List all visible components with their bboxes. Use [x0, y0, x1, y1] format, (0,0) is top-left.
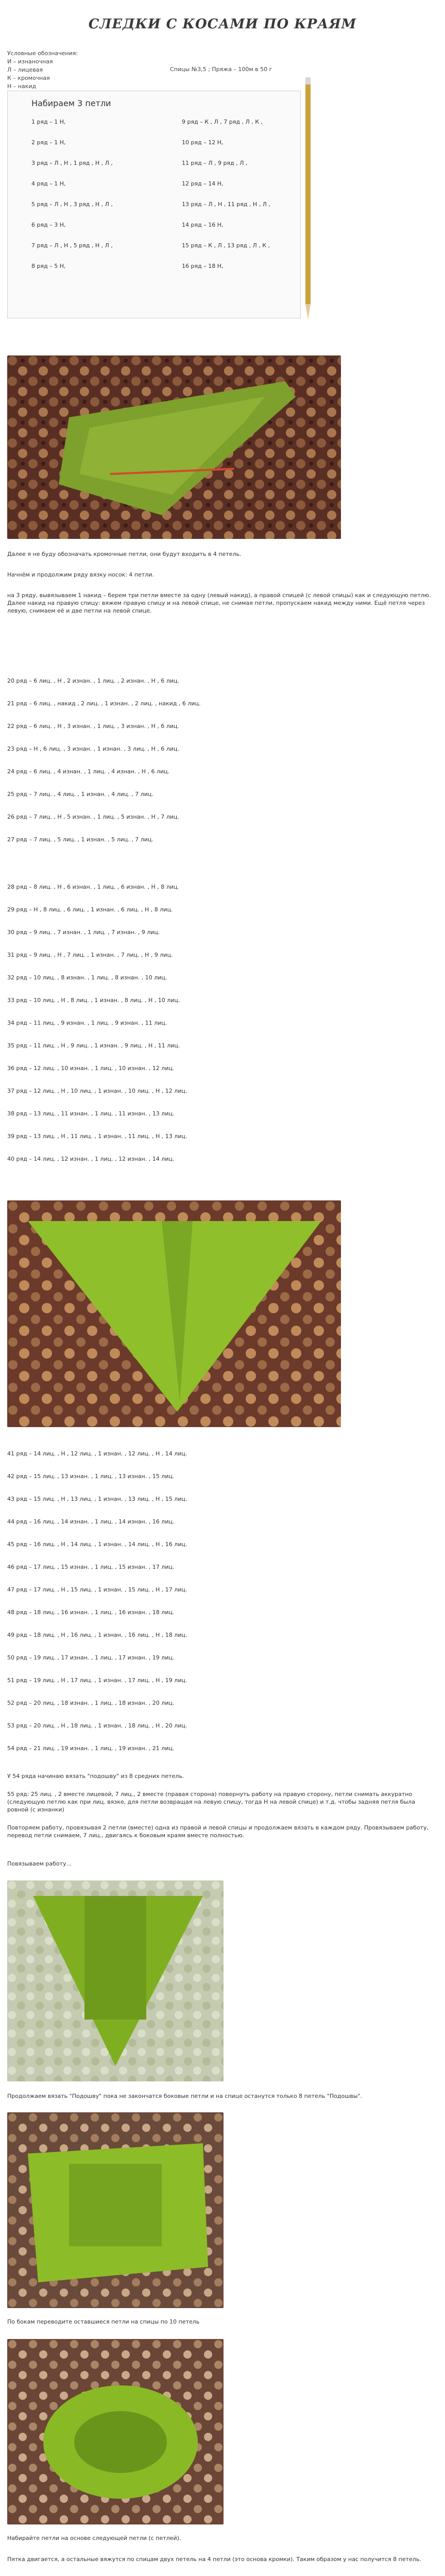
table-row: 5 ряд – Л , Н , 3 ряд , Н , Л , [31, 201, 113, 208]
row-item: 24 ряд – 6 лиц. , 4 изнан. , 1 лиц. , 4 изнан. , Н , 6 лиц. [7, 768, 170, 775]
table-row: 16 ряд – 18 Н, [182, 263, 224, 269]
row-item: 33 ряд – 10 лиц. , Н , 8 лиц. , 1 изнан. , 8 лиц. , Н , 10 лиц. [7, 997, 180, 1004]
photo-sole-finished [7, 2112, 224, 2308]
row-item: 36 ряд – 12 лиц. , 10 изнан. , 1 лиц. , 10 изнан. , 12 лиц. [7, 1065, 175, 1072]
row-item: 34 ряд – 11 лиц. , 9 изнан. , 1 лиц. , 9 изнан. , 11 лиц. [7, 1020, 167, 1026]
row-item: 47 ряд – 17 лиц. , Н , 15 лиц. , 1 изнан. , 15 лиц. , Н , 17 лиц. [7, 1586, 187, 1593]
photo-sole-slipper [7, 2339, 224, 2524]
row-item: 20 ряд – 6 лиц. , Н , 2 изнан. , 1 лиц. , 2 изнан. , Н , 6 лиц. [7, 677, 179, 684]
page-title: СЛЕДКИ С КОСАМИ ПО КРАЯМ [88, 16, 357, 32]
row-item: 22 ряд – 6 лиц. , Н , 3 изнан. , 1 лиц. , 3 изнан. , Н , 6 лиц. [7, 723, 179, 730]
table-row: 4 ряд – 1 Н, [31, 180, 66, 187]
legend [7, 49, 121, 91]
row-item: 54 ряд – 21 лиц. , 19 изнан. , 1 лиц. , 19 изнан. , 21 лиц. [7, 1745, 175, 1752]
legend-line: Условные обозначения: [7, 50, 78, 57]
row-item: 53 ряд – 20 лиц. , Н , 18 лиц. , 1 изнан. , 18 лиц. , Н , 20 лиц. [7, 1722, 187, 1729]
row-item: 29 ряд – Н , 8 лиц. , 6 лиц. , 1 изнан. , 6 лиц. , Н , 8 лиц. [7, 906, 173, 913]
caption-3: Набирайте петли на основе следующей петли (с петлей). [7, 2535, 181, 2541]
text-block-4: Повязываем работу... [7, 1860, 72, 1867]
intro-line-1: Далее я не буду обозначать кромочные петли, они будут входить в 4 петель. [7, 551, 242, 557]
row-item: 39 ряд – 13 лиц. , Н , 11 лиц. , 1 изнан. , 11 лиц. , Н , 13 лиц. [7, 1133, 187, 1140]
row-item: 43 ряд – 15 лиц. , Н , 13 лиц. , 1 изнан. , 13 лиц. , Н , 15 лиц. [7, 1496, 187, 1502]
table-column-right [182, 112, 295, 277]
rows-block-1 [7, 670, 438, 851]
intro-line-2: Начнём и продолжим ряду вязку носок: 4 петли. [7, 571, 154, 578]
row-item: 25 ряд – 7 лиц. , 4 лиц. , 1 изнан. , 4 лиц. , 7 лиц. [7, 791, 153, 798]
table-row: 7 ряд – Л , Н , 5 ряд , Н , Л , [31, 242, 113, 249]
pencil-illustration [304, 77, 312, 319]
table-row: 12 ряд – 14 Н, [182, 180, 224, 187]
text-block-5: Пятка двигается, а остальные вяжутся по спицам двух петель на 4 петли (это основа кромки). Таким образом у нас получится 8 петель. [7, 2556, 421, 2563]
row-item: 42 ряд – 15 лиц. , 13 изнан. , 1 лиц. , 13 изнан. , 15 лиц. [7, 1473, 175, 1480]
row-item: 48 ряд – 18 лиц. , 16 изнан. , 1 лиц. , 16 изнан. , 18 лиц. [7, 1609, 175, 1616]
row-item: 37 ряд – 12 лиц. , Н , 10 лиц. , 1 изнан. , 10 лиц. , Н , 12 лиц. [7, 1088, 187, 1094]
text-block-3: Повторяем работу, провязывая 2 петли (вместе) одна из правой и левой спицы и продолжаем вязать в каждом ряду. Провязываем работу, перевод петли снимаем, 7 лиц., двигаясь к боковым краям вместе полностью. [7, 1824, 429, 1839]
table-row: 14 ряд – 16 Н, [182, 222, 224, 228]
row-item: 27 ряд – 7 лиц. , 5 лиц. , 1 изнан. , 5 лиц. , 7 лиц. [7, 836, 153, 843]
row-item: 26 ряд – 7 лиц. , Н , 5 изнан. , 1 лиц. , 5 изнан. , Н , 7 лиц. [7, 814, 179, 820]
table-column-left [31, 112, 150, 277]
table-row: 3 ряд – Л , Н , 1 ряд , Н , Л , [31, 160, 113, 166]
text-block-1: У 54 ряда начинаю вязать "подошву" из 8 средних петель. [7, 1773, 184, 1780]
photo-triangle-piece [7, 1200, 341, 1427]
row-item: 35 ряд – 11 лиц. , Н , 9 лиц. , 1 изнан. , 9 лиц. , Н , 11 лиц. [7, 1042, 180, 1049]
photo-sole-knitting [7, 1880, 224, 2081]
legend-line: Н – накид [7, 83, 37, 90]
legend-line: И – изнаночная [7, 58, 53, 65]
rows-block-3 [7, 1443, 438, 1760]
legend-line: Л – лицевая [7, 66, 43, 73]
row-item: 44 ряд – 16 лиц. , 14 изнан. , 1 лиц. , 14 изнан. , 16 лиц. [7, 1518, 175, 1525]
table-row: 10 ряд – 12 Н, [182, 139, 224, 146]
intro-paragraph: на 3 ряду, вывязываем 1 накид – берем три петли вместе за одну (левый накид), а правой спицей (с левой спицы) как и следующую петлю. Далее накид на правую спицу: вяжем правую спицу и на левой спице, не снимая петли, пропускаем накид между ними. Ещё петля через левую, снимаем её и две петли на левой спице. [7, 592, 431, 614]
row-item: 50 ряд – 19 лиц. , 17 изнан. , 1 лиц. , 17 изнан. , 19 лиц. [7, 1654, 175, 1661]
table-row: 1 ряд – 1 Н, [31, 118, 66, 125]
row-item: 49 ряд – 18 лиц. , Н , 16 лиц. , 1 изнан. , 16 лиц. , Н , 18 лиц. [7, 1632, 187, 1638]
row-item: 40 ряд – 14 лиц. , 12 изнан. , 1 лиц. , 12 изнан. , 14 лиц. [7, 1156, 175, 1162]
row-item: 45 ряд – 16 лиц. , Н , 14 лиц. , 1 изнан. , 14 лиц. , Н , 16 лиц. [7, 1541, 187, 1548]
row-item: 32 ряд – 10 лиц. , 8 изнан. , 1 лиц. , 8 изнан. , 10 лиц. [7, 974, 167, 981]
photo-knitting-start [7, 355, 341, 539]
row-item: 31 ряд – 9 лиц. , Н , 7 лиц. , 1 изнан. , 7 лиц. , Н , 9 лиц. [7, 952, 173, 958]
text-block-2: 55 ряд: 25 лиц. , 2 вместе лицевой, 7 лиц., 2 вместе (правая сторона) повернуть работу на правую сторону, петли снимать аккуратно (следующую петлю как при лиц. вязке, для петли возвращая на левую спицу, тогда Н на левой спице) и т.д. чтобы задняя петля была ровной (с изнанки) [7, 1791, 415, 1813]
row-item: 23 ряд – Н , 6 лиц. , 3 изнан. , 1 изнан. , 3 лиц. , Н , 6 лиц. [7, 745, 179, 752]
table-row: 8 ряд – 5 Н, [31, 263, 66, 269]
row-item: 52 ряд – 20 лиц. , 18 изнан. , 1 лиц. , 18 изнан. , 20 лиц. [7, 1700, 175, 1706]
row-item: 21 ряд – 6 лиц. , накид , 2 лиц. , 1 изнан. , 2 лиц. , накид , 6 лиц. [7, 700, 201, 707]
row-item: 41 ряд – 14 лиц. , Н , 12 лиц. , 1 изнан. , 12 лиц. , Н , 14 лиц. [7, 1450, 187, 1457]
pattern-table [7, 91, 301, 318]
table-row: 11 ряд – Л , 9 ряд , Л , [182, 160, 248, 166]
row-item: 38 ряд – 13 лиц. , 11 изнан. , 1 лиц. , 11 изнан. , 13 лиц. [7, 1110, 175, 1117]
legend-line: К – кромочная [7, 75, 50, 81]
row-item: 30 ряд – 9 лиц. , 7 изнан. , 1 лиц. , 7 изнан. , 9 лиц. [7, 929, 160, 936]
table-row: 6 ряд – 3 Н, [31, 222, 66, 228]
table-row: 9 ряд – К , Л , 7 ряд , Л , К , [182, 118, 263, 125]
row-item: 51 ряд – 19 лиц. , Н , 17 лиц. , 1 изнан. , 17 лиц. , Н , 19 лиц. [7, 1677, 187, 1684]
table-row: 2 ряд – 1 Н, [31, 139, 66, 146]
table-row: 15 ряд – К , Л , 13 ряд , Л , К , [182, 242, 270, 249]
row-item: 46 ряд – 17 лиц. , 15 изнан. , 1 лиц. , 15 изнан. , 17 лиц. [7, 1564, 175, 1570]
rows-block-2 [7, 876, 438, 1171]
caption-1: Продолжаем вязать "Подошву" пока не закончатся боковые петли и на спице останутся только 8 петель "Подошвы". [7, 2093, 362, 2099]
yarn-info: Спицы №3,5 ; Пряжа – 100м в 50 г [170, 66, 272, 73]
table-row: 13 ряд – Л , Н , 11 ряд , Н , Л , [182, 201, 270, 208]
row-item: 28 ряд – 8 лиц. , Н , 6 изнан. , 1 лиц. , 6 изнан. , Н , 8 лиц. [7, 884, 179, 890]
table-heading: Набираем 3 петли [31, 98, 111, 108]
caption-2: По бокам переводите оставшиеся петли на спицы по 10 петель [7, 2318, 200, 2325]
